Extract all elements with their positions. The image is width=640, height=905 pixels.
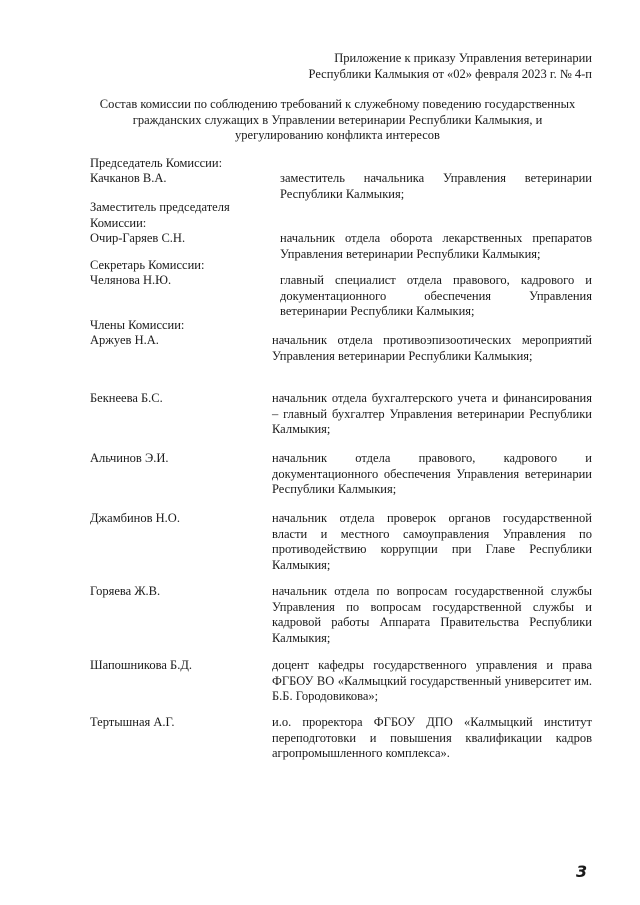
role-label: Секретарь Комиссии: <box>90 258 205 272</box>
member-name: Бекнеева Б.С. <box>90 391 163 405</box>
title-line-2: гражданских служащих в Управлении ветеринарии Республики Калмыкия, и <box>132 112 543 127</box>
role-label: Заместитель председателя Комиссии: <box>90 200 230 230</box>
member-position: начальник отдела оборота лекарственных препаратов Управления ветеринарии Республики Калмыкия; <box>280 231 592 261</box>
member-name: Качканов В.А. <box>90 171 167 185</box>
member-name: Горяева Ж.В. <box>90 584 161 598</box>
member-name: Челянова Н.Ю. <box>90 273 172 287</box>
member-position: и.о. проректора ФГБОУ ДПО «Калмыцкий институт переподготовки и повышения квалификации кадров агропромышленного комплекса». <box>272 715 592 760</box>
member-position: главный специалист отдела правового, кадрового и документационного обеспечения Управления ветеринарии Республики Калмыкия; <box>280 273 592 318</box>
appendix-line-1: Приложение к приказу Управления ветеринарии <box>334 51 592 65</box>
member-name: Тертышная А.Г. <box>90 715 175 729</box>
title-line-1: Состав комиссии по соблюдению требований к служебному поведению государственных <box>99 97 576 111</box>
member-aржуев <box>90 318 595 363</box>
role-label: Члены Комиссии: <box>90 318 185 332</box>
title-line-3: урегулированию конфликта интересов <box>235 128 440 142</box>
member-secretary <box>90 258 595 318</box>
member-name: Аржуев Н.А. <box>90 333 159 347</box>
appendix-line-2: Республики Калмыкия от «02» февраля 2023 г. № 4-п <box>308 67 592 81</box>
appendix-header <box>309 50 592 82</box>
member-position: начальник отдела проверок органов государственной власти и местного самоуправления Управления по противодействию коррупции при Главе Республики Калмыкия; <box>272 511 592 572</box>
document-title <box>80 97 595 144</box>
member-deputy-chair <box>90 200 595 261</box>
member-chair <box>90 156 595 201</box>
member-position: заместитель начальника Управления ветеринарии Республики Калмыкия; <box>280 171 592 201</box>
member-position: начальник отдела бухгалтерского учета и финансирования – главный бухгалтер Управления ветеринарии Республики Калмыкия; <box>272 391 592 436</box>
member-position: доцент кафедры государственного управления и права ФГБОУ ВО «Калмыцкий государственный университет им. Б.Б. Городовикова»; <box>272 658 592 703</box>
member-position: начальник отдела противоэпизоотических мероприятий Управления ветеринарии Республики Калмыкия; <box>272 333 592 363</box>
member-position: начальник отдела по вопросам государственной службы Управления по вопросам государственной службы и кадровой работы Аппарата Правительства Республики Калмыкия; <box>272 584 592 645</box>
member-position: начальник отдела правового, кадрового и документационного обеспечения Управления ветеринарии Республики Калмыкия; <box>272 451 592 496</box>
member-name: Очир-Гаряев С.Н. <box>90 231 186 245</box>
member-name: Шапошникова Б.Д. <box>90 658 192 672</box>
member-name: Джамбинов Н.О. <box>90 511 180 525</box>
role-label: Председатель Комиссии: <box>90 156 223 170</box>
member-name: Альчинов Э.И. <box>90 451 169 465</box>
page-number: 3 <box>576 862 588 881</box>
